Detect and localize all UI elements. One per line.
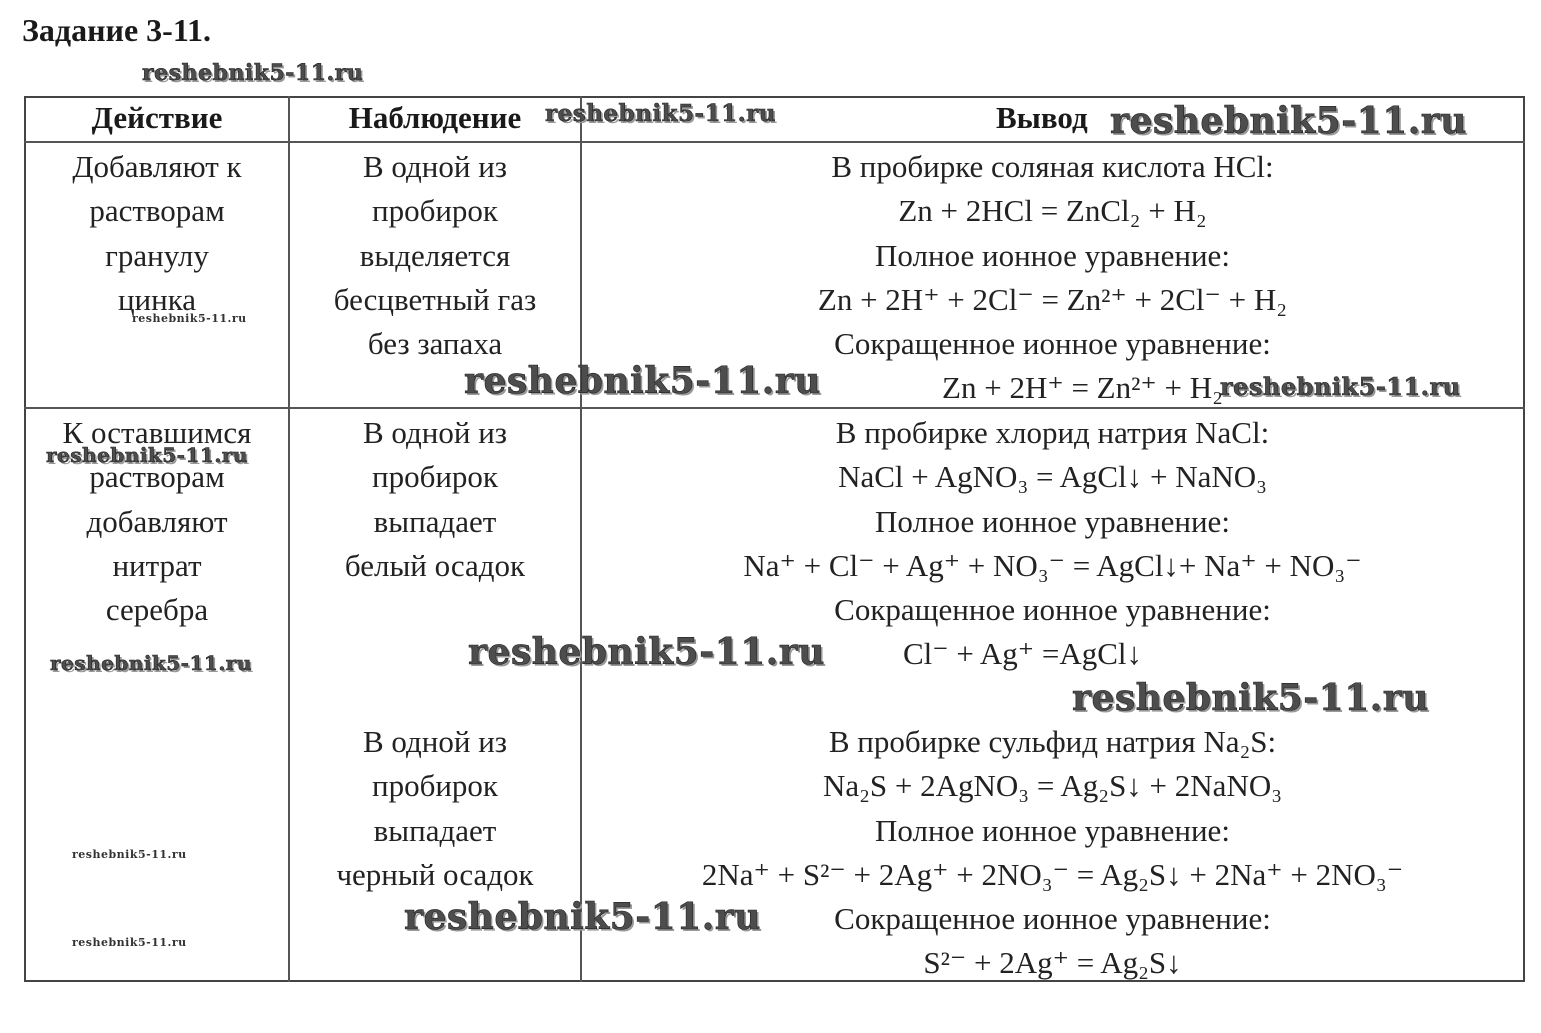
row2-observation-white: В одной из пробирок выпадает белый осадок: [344, 415, 526, 583]
full-ionic-equation: 2Na⁺ + S²⁻ + 2Ag⁺ + 2NO₃⁻ = Ag₂S↓ + 2Na⁺ + 2NO₃⁻: [701, 856, 1404, 892]
watermark: reshebnik5-11.ru: [72, 848, 187, 861]
molecular-equation: Zn + 2HCl = ZnCl₂ + H₂: [898, 193, 1207, 229]
watermark: reshebnik5-11.ru: [132, 312, 247, 325]
short-ionic-label: Сокращенное ионное уравнение:: [834, 326, 1271, 362]
watermark: reshebnik5-11.ru: [46, 443, 248, 467]
task-title: Задание 3-11.: [22, 12, 212, 48]
watermark: reshebnik5-11.ru: [1072, 677, 1429, 719]
row2-conclusion-na2s: [582, 720, 1523, 986]
watermark: reshebnik5-11.ru: [1220, 372, 1461, 401]
short-ionic-equation: Zn + 2H⁺ = Zn²⁺ + H₂: [942, 370, 1223, 406]
watermark: reshebnik5-11.ru: [72, 936, 187, 949]
short-ionic-equation: S²⁻ + 2Ag⁺ = Ag₂S↓: [923, 945, 1182, 981]
row2-observation-black: В одной из пробирок выпадает черный осадок: [336, 724, 534, 892]
watermark: reshebnik5-11.ru: [468, 631, 825, 673]
short-ionic-equation: Cl⁻ + Ag⁺ =AgCl↓: [902, 636, 1143, 672]
conclusion-label: В пробирке хлорид натрия NaCl:: [835, 415, 1270, 450]
watermark: reshebnik5-11.ru: [545, 100, 776, 127]
watermark: reshebnik5-11.ru: [1110, 100, 1467, 142]
full-ionic-label: Полное ионное уравнение:: [875, 812, 1230, 848]
full-ionic-equation: Na⁺ + Cl⁻ + Ag⁺ + NO₃⁻ = AgCl↓+ Na⁺ + NO₃⁻: [743, 547, 1362, 583]
molecular-equation: Na₂S + 2AgNO₃ = Ag₂S↓ + 2NaNO₃: [822, 768, 1283, 804]
header-observation: Наблюдение: [348, 100, 522, 135]
full-ionic-label: Полное ионное уравнение:: [875, 503, 1230, 539]
watermark: reshebnik5-11.ru: [404, 896, 761, 938]
header-action: Действие: [91, 100, 223, 135]
molecular-equation: NaCl + AgNO₃ = AgCl↓ + NaNO₃: [838, 459, 1267, 495]
short-ionic-label: Сокращенное ионное уравнение:: [834, 901, 1271, 937]
conclusion-label: В пробирке сульфид натрия Na₂S:: [828, 724, 1277, 759]
short-ionic-label: Сокращенное ионное уравнение:: [834, 592, 1271, 628]
full-ionic-equation: Zn + 2H⁺ + 2Cl⁻ = Zn²⁺ + 2Cl⁻ + H₂: [817, 281, 1288, 317]
watermark: reshebnik5-11.ru: [142, 60, 364, 86]
conclusion-label: В пробирке соляная кислота HCl:: [831, 149, 1274, 184]
full-ionic-label: Полное ионное уравнение:: [875, 237, 1230, 273]
row1-action: Добавляют к растворам гранулу цинка: [72, 149, 242, 317]
row2-action: К оставшимся растворам добавляют нитрат серебра: [62, 415, 252, 628]
header-conclusion: Вывод: [996, 100, 1088, 135]
watermark: reshebnik5-11.ru: [464, 360, 821, 402]
row1-observation: В одной из пробирок выделяется бесцветный газ без запаха: [333, 149, 537, 362]
watermark: reshebnik5-11.ru: [50, 651, 252, 675]
